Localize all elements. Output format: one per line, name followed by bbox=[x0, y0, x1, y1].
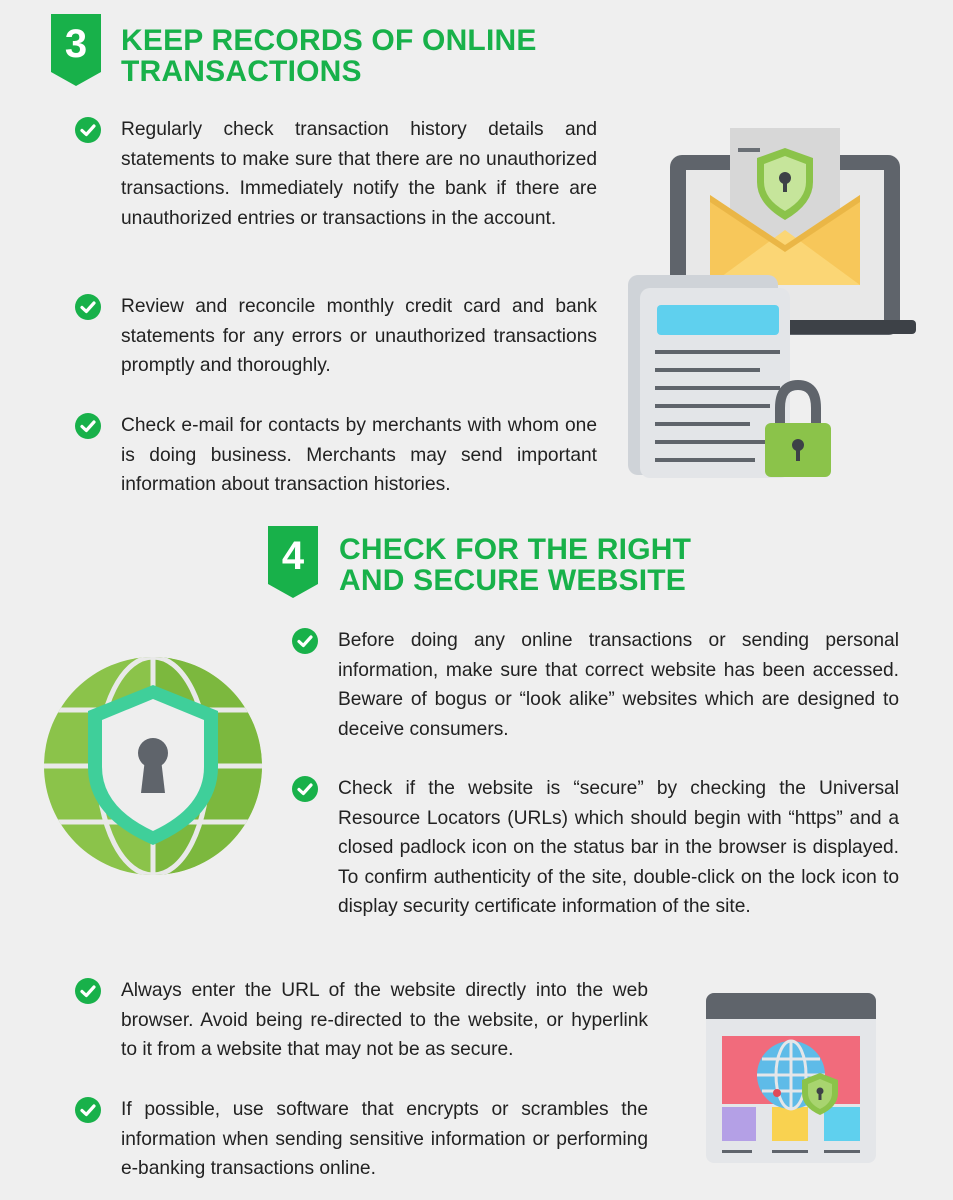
section-3-title-line1: KEEP RECORDS OF ONLINE bbox=[121, 24, 537, 57]
section-4-title-line1: CHECK FOR THE RIGHT bbox=[339, 533, 692, 566]
bullet-text: If possible, use software that encrypts or scrambles the information when sending sensitive information or performing e-banking transactions online. bbox=[121, 1099, 648, 1180]
section-3-number: 3 bbox=[64, 22, 88, 66]
check-circle-icon bbox=[75, 413, 101, 439]
bullet-text: Check e-mail for contacts by merchants with whom one is doing business. Merchants may send important information about transaction histories. bbox=[121, 415, 597, 496]
bullet-text: Regularly check transaction history details and statements to make sure that there are no unauthorized transactions. Immediately notify the bank if there are unauthorized entries or transactions in the account. bbox=[121, 119, 597, 229]
bullet-text: Before doing any online transactions or sending personal information, make sure that correct website has been accessed. Beware of bogus or “look alike” websites which are designed to deceive consumers. bbox=[338, 630, 899, 740]
section-4-title-line2: AND SECURE WEBSITE bbox=[339, 564, 686, 597]
section-4-badge bbox=[268, 526, 318, 598]
check-circle-icon bbox=[292, 628, 318, 654]
check-circle-icon bbox=[75, 117, 101, 143]
check-circle-icon bbox=[75, 978, 101, 1004]
section-4-number: 4 bbox=[281, 534, 305, 578]
section-3-title bbox=[121, 25, 537, 87]
section-4-title bbox=[339, 534, 691, 596]
bullet-text: Review and reconcile monthly credit card and bank statements for any errors or unauthorized transactions promptly and thoroughly. bbox=[121, 296, 597, 377]
laptop-email-document-padlock-icon bbox=[620, 120, 920, 485]
check-circle-icon bbox=[292, 776, 318, 802]
section-3-badge bbox=[51, 14, 101, 86]
bullet-text: Check if the website is “secure” by checking the Universal Resource Locators (URLs) which should begin with “https” and a closed padlock icon on the status bar in the browser is displayed. To confirm authenticity of the site, double-click on the lock icon to display security certificate information of the site. bbox=[338, 778, 899, 918]
browser-window-globe-shield-icon bbox=[706, 993, 876, 1163]
check-circle-icon bbox=[75, 294, 101, 320]
section-3-title-line2: TRANSACTIONS bbox=[121, 55, 362, 88]
bullet-text: Always enter the URL of the website directly into the web browser. Avoid being re-directed to the website, or hyperlink to it from a website that may not be as secure. bbox=[121, 980, 648, 1061]
globe-shield-keyhole-icon bbox=[42, 655, 264, 877]
check-circle-icon bbox=[75, 1097, 101, 1123]
